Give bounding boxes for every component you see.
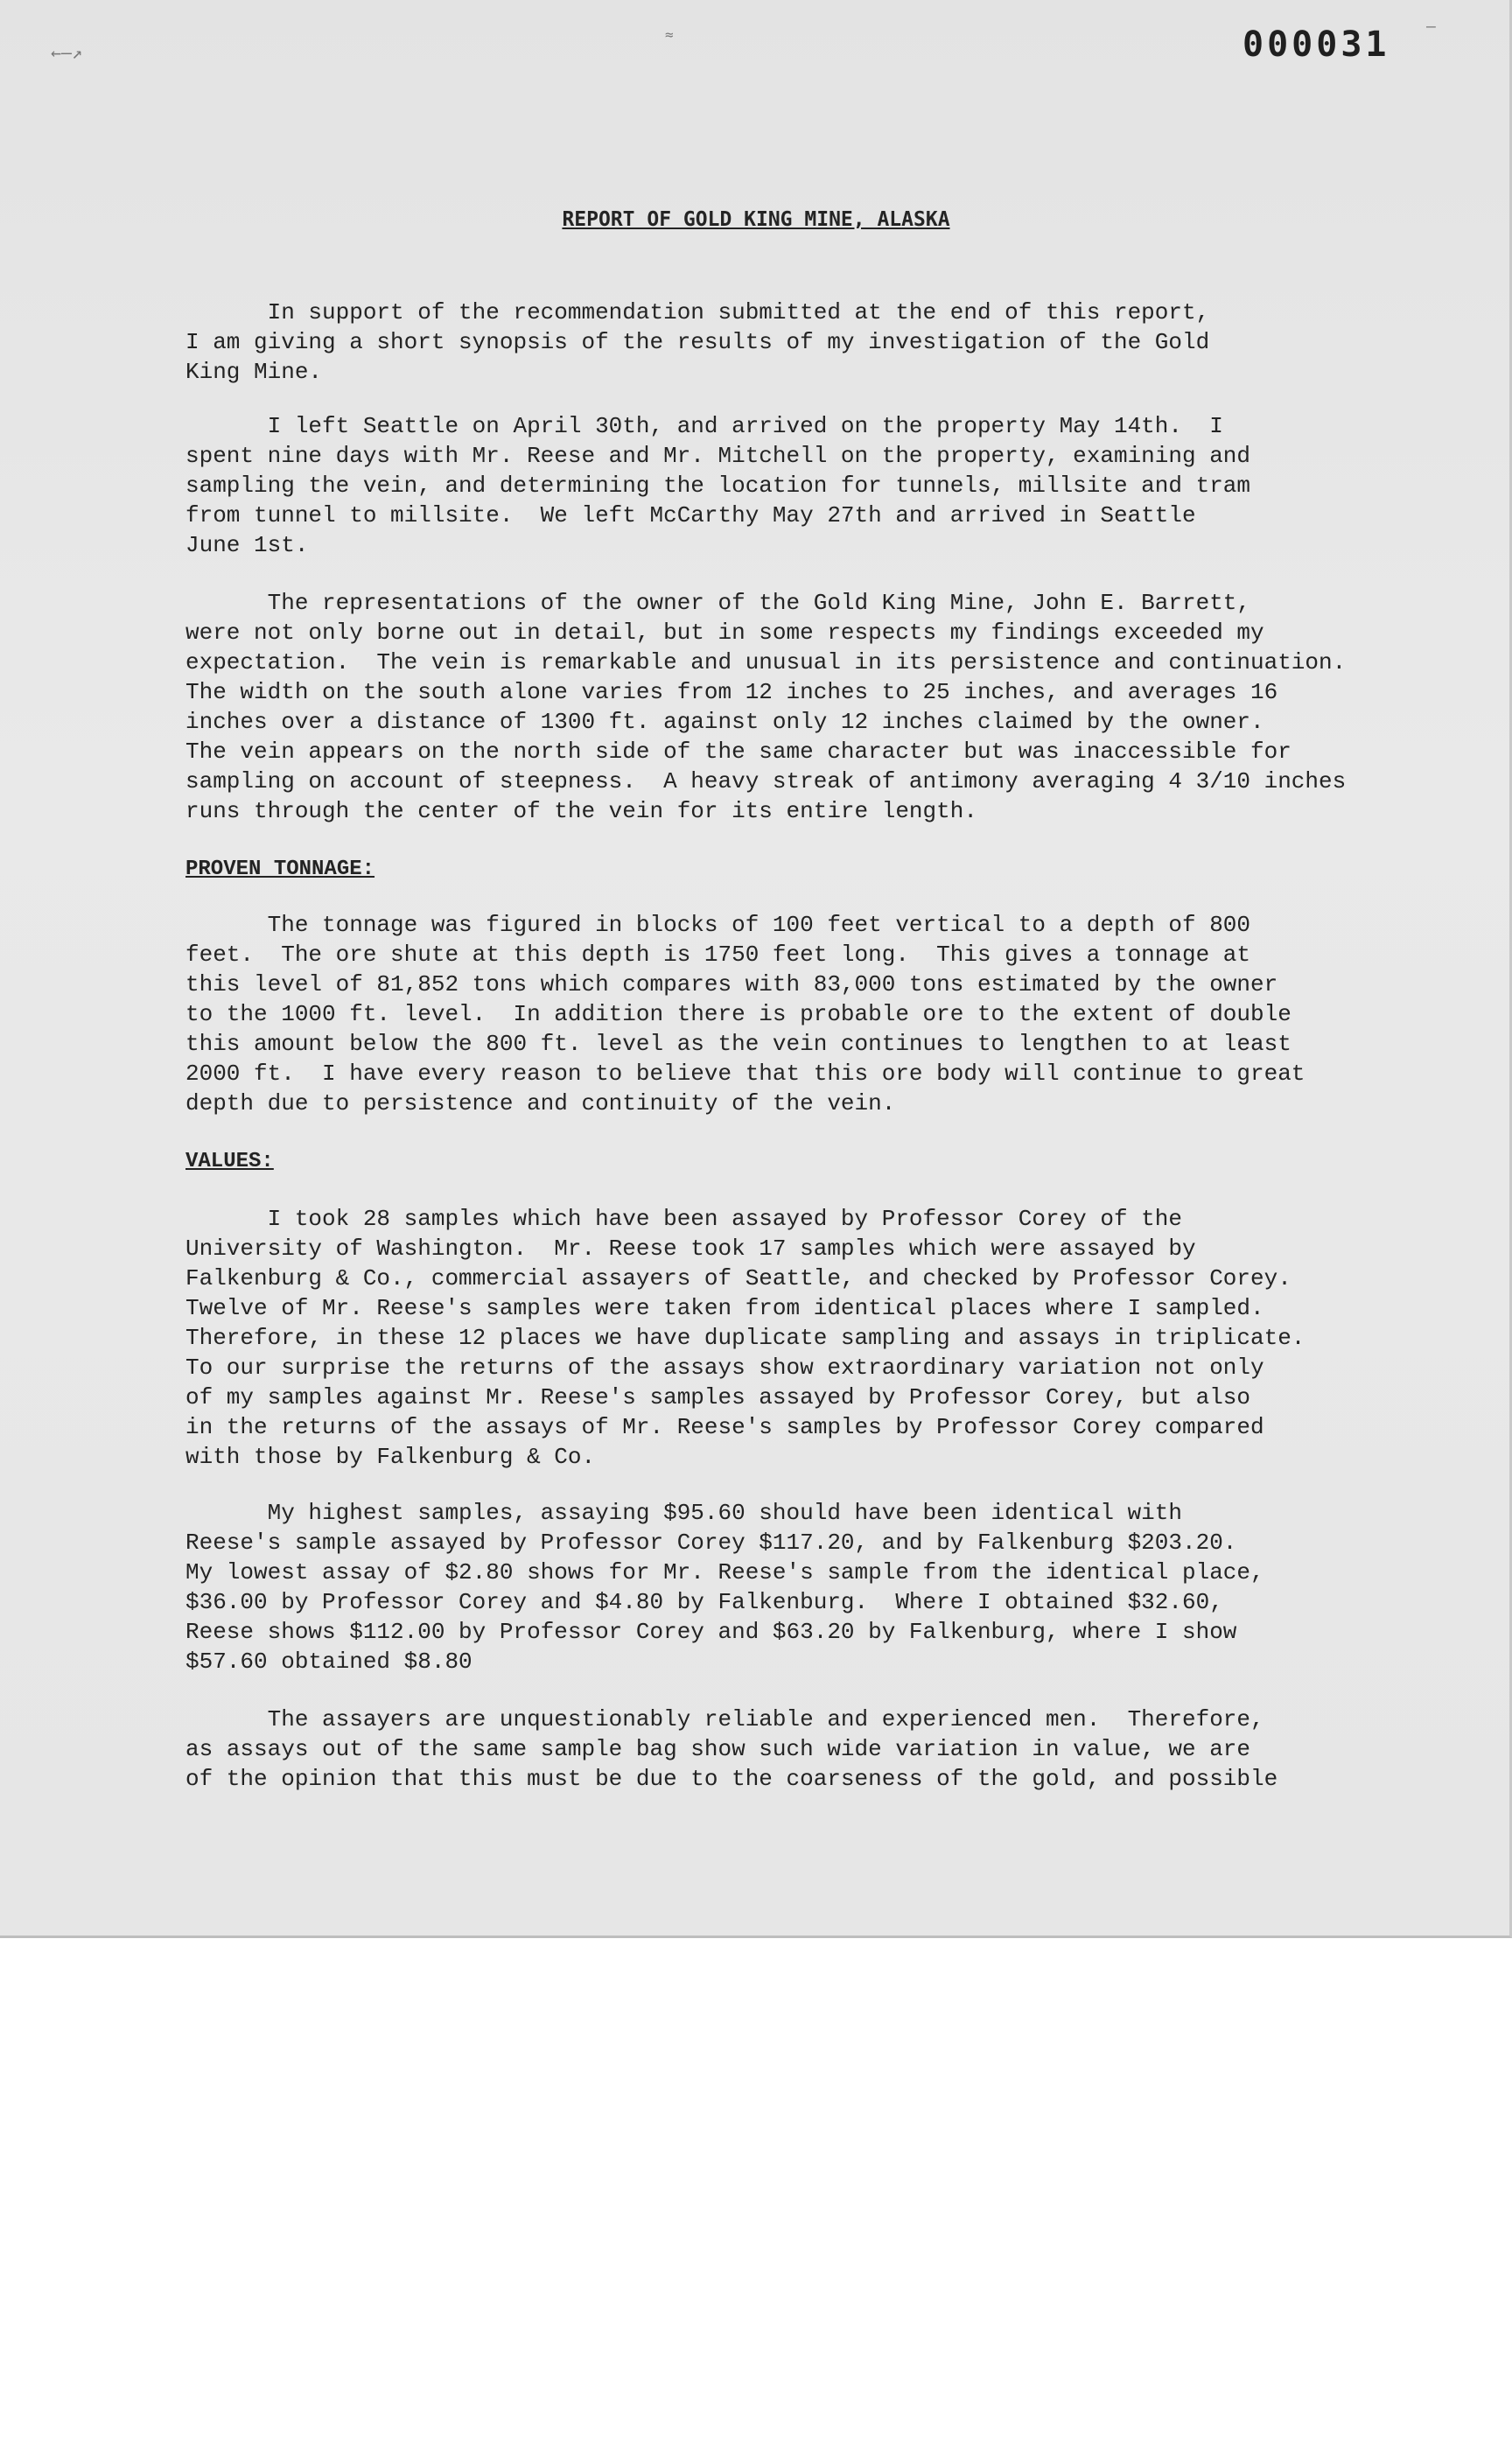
representations-paragraph: The representations of the owner of the Gold King Mine, John E. Barrett, were not only borne out in detail, but in some respects my findings exceeded my expectation. The vein is remarkable and unusual in its persistence and continuation. The width on the south alone varies from 12 inches to 25 inches, and averages 16 inches over a distance of 1300 ft. against only 12 inches claimed by the owner. The vein appears on the north side of the same character but was inaccessible for sampling on account of steepness. A heavy streak of antimony averaging 4 3/10 inches runs through the center of the vein for its entire length. (186, 590, 1347, 824)
trip-paragraph: I left Seattle on April 30th, and arrived on the property May 14th. I spent nine days with Mr. Reese and Mr. Mitchell on the property, examining and sampling the vein, and determining the location for tunnels, millsite and tram from tunnel to millsite. We left McCarthy May 27th and arrived in Seattle June 1st. (186, 413, 1250, 558)
assayers-paragraph: The assayers are unquestionably reliable and experienced men. Therefore, as assays out of the same sample bag show such wide variation in value, we are of the opinion that this must be due to the coarseness of the gold, and possible (186, 1706, 1278, 1792)
report-title: REPORT OF GOLD KING MINE, ALASKA (562, 208, 950, 231)
tonnage-paragraph: The tonnage was figured in blocks of 100 feet vertical to a depth of 800 feet. The ore shute at this depth is 1750 feet long. This gives a tonnage at this level of 81,852 tons which compares with 83,000 tons estimated by the owner to the 1000 ft. level. In addition there is probable ore to the extent of double this amount below the 800 ft. level as the vein continues to lengthen to at least 2000 ft. I have every reason to believe that this ore body will continue to great depth due to persistence and continuity of the vein. (186, 912, 1306, 1116)
samples-paragraph: I took 28 samples which have been assayed by Professor Corey of the University of Washington. Mr. Reese took 17 samples which were assayed by Falkenburg & Co., commercial assayers of Seattle, and checked by Professor Corey. Twelve of Mr. Reese's samples were taken from identical places where I sampled. Therefore, in these 12 places we have duplicate sampling and assays in triplicate. To our surprise the returns of the assays show extraordinary variation not only of my samples against Mr. Reese's samples assayed by Professor Corey, but also in the returns of the assays of Mr. Reese's samples by Professor Corey compared with those by Falkenburg & Co. (186, 1206, 1306, 1470)
margin-scribble-top: ≈ (665, 26, 674, 43)
intro-paragraph: In support of the recommendation submitted at the end of this report, I am giving a short synopsis of the results of my investigation of the Gold King Mine. (186, 299, 1210, 385)
proven-tonnage-heading: PROVEN TONNAGE: (186, 858, 375, 881)
document-number: 000031 (1242, 24, 1390, 65)
values-heading: VALUES: (186, 1150, 274, 1173)
margin-scribble-right: — (1426, 18, 1436, 36)
assay-results-paragraph: My highest samples, assaying $95.60 should have been identical with Reese's sample assayed by Professor Corey $117.20, and by Falkenburg $203.20. My lowest assay of $2.80 shows for Mr. Reese's sample from the identical place, $36.00 by Professor Corey and $4.80 by Falkenburg. Where I obtained $32.60, Reese shows $112.00 by Professor Corey and $63.20 by Falkenburg, where I show $57.60 obtained $8.80 (186, 1500, 1264, 1675)
margin-scribble-left: ←—↗ (51, 42, 83, 63)
